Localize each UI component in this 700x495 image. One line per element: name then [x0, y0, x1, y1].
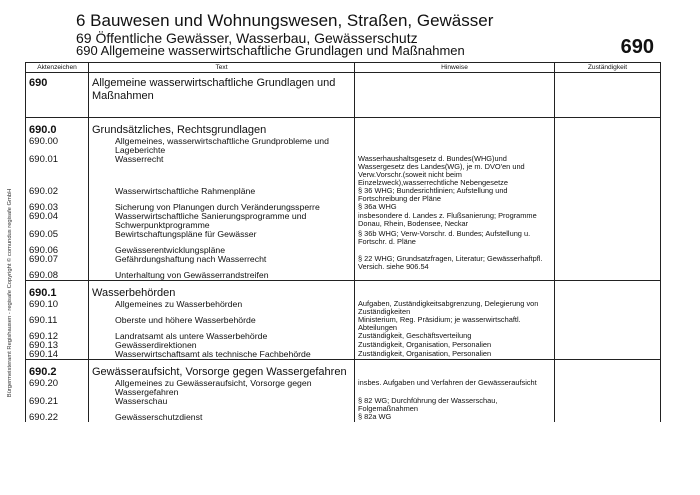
row-text: Wasserwirtschaftsamt als technische Fachbehörde — [89, 350, 355, 360]
row-note: Aufgaben, Zuständigkeitsabgrenzung, Delegierung von Zuständigkeiten — [355, 300, 555, 316]
row-code: 690.2 — [26, 360, 89, 380]
table-row — [26, 379, 661, 397]
row-code: 690.05 — [26, 230, 89, 246]
row-note: insbesondere d. Landes z. Flußsanierung; Programme Donau, Rhein, Bodensee, Neckar — [355, 212, 555, 230]
row-note: § 82a WG — [355, 413, 555, 422]
subsection-heading: 690 Allgemeine wasserwirtschaftliche Grundlagen und Maßnahmen — [76, 43, 465, 58]
table-row — [26, 118, 661, 138]
row-text: Allgemeines zu Wasserbehörden — [89, 300, 355, 316]
row-responsibility — [555, 300, 661, 316]
row-code: 690 — [26, 73, 89, 118]
table-row — [26, 413, 661, 422]
section-heading: 69 Öffentliche Gewässer, Wasserbau, Gewässerschutz — [76, 30, 418, 46]
row-code: 690.11 — [26, 316, 89, 332]
row-text: Gewässerdirektionen — [89, 341, 355, 350]
row-code: 690.08 — [26, 271, 89, 281]
row-responsibility — [555, 316, 661, 332]
row-responsibility — [555, 360, 661, 380]
table-row — [26, 212, 661, 230]
row-note: § 36a WHG — [355, 203, 555, 212]
table-row — [26, 281, 661, 301]
row-responsibility — [555, 281, 661, 301]
row-note: Zuständigkeit, Organisation, Personalien — [355, 341, 555, 350]
row-code: 690.03 — [26, 203, 89, 212]
row-responsibility — [555, 187, 661, 203]
row-text: Allgemeine wasserwirtschaftliche Grundlagen und Maßnahmen — [89, 73, 355, 118]
row-note — [355, 137, 555, 155]
row-responsibility — [555, 379, 661, 397]
row-responsibility — [555, 212, 661, 230]
row-note: Ministerium, Reg. Präsidium; je wasserwirtschaftl. Abteilungen — [355, 316, 555, 332]
row-responsibility — [555, 271, 661, 281]
row-text: Allgemeines, wasserwirtschaftliche Grundprobleme und Lageberichte — [89, 137, 355, 155]
row-code: 690.04 — [26, 212, 89, 230]
row-text: Unterhaltung von Gewässerrandstreifen — [89, 271, 355, 281]
row-code: 690.00 — [26, 137, 89, 155]
row-note — [355, 360, 555, 380]
table-row — [26, 360, 661, 380]
row-text: Allgemeines zu Gewässeraufsicht, Vorsorge gegen Wassergefahren — [89, 379, 355, 397]
row-code: 690.01 — [26, 155, 89, 187]
page-number: 690 — [620, 36, 654, 58]
row-responsibility — [555, 350, 661, 360]
table-row — [26, 73, 661, 118]
row-code: 690.06 — [26, 246, 89, 255]
row-responsibility — [555, 203, 661, 212]
row-note — [355, 281, 555, 301]
chapter-heading: 6 Bauwesen und Wohnungswesen, Straßen, Gewässer — [76, 11, 494, 30]
table-row — [26, 316, 661, 332]
row-responsibility — [555, 137, 661, 155]
row-responsibility — [555, 230, 661, 246]
column-header-text: Text — [89, 63, 355, 73]
row-code: 690.12 — [26, 332, 89, 341]
row-responsibility — [555, 341, 661, 350]
row-text: Gewässerentwicklungspläne — [89, 246, 355, 255]
row-note: Zuständigkeit, Organisation, Personalien — [355, 350, 555, 360]
table-row — [26, 397, 661, 413]
row-note: Zuständigkeit, Geschäftsverteilung — [355, 332, 555, 341]
row-text: Oberste und höhere Wasserbehörde — [89, 316, 355, 332]
row-code: 690.10 — [26, 300, 89, 316]
column-header-zustaendigkeit: Zuständigkeit — [555, 63, 661, 73]
table-row — [26, 230, 661, 246]
row-note: § 22 WHG; Grundsatzfragen, Literatur; Gewässerhaftpfl. Versich. siehe 906.54 — [355, 255, 555, 271]
row-text: Sicherung von Planungen durch Veränderungssperre — [89, 203, 355, 212]
table-body — [26, 73, 661, 423]
table-row — [26, 255, 661, 271]
table-row — [26, 350, 661, 360]
row-text: Grundsätzliches, Rechtsgrundlagen — [89, 118, 355, 138]
row-responsibility — [555, 255, 661, 271]
row-responsibility — [555, 413, 661, 422]
row-code: 690.0 — [26, 118, 89, 138]
row-code: 690.20 — [26, 379, 89, 397]
row-text: Wasserwirtschaftliche Rahmenpläne — [89, 187, 355, 203]
table-row — [26, 187, 661, 203]
row-code: 690.1 — [26, 281, 89, 301]
row-text: Wasserbehörden — [89, 281, 355, 301]
row-responsibility — [555, 118, 661, 138]
row-text: Gewässerschutzdienst — [89, 413, 355, 422]
row-text: Bewirtschaftungspläne für Gewässer — [89, 230, 355, 246]
row-text: Wasserwirtschaftliche Sanierungsprogramme und Schwerpunktprogramme — [89, 212, 355, 230]
row-code: 690.13 — [26, 341, 89, 350]
table-row — [26, 271, 661, 281]
table-row — [26, 137, 661, 155]
row-text: Wasserschau — [89, 397, 355, 413]
row-code: 690.22 — [26, 413, 89, 422]
row-responsibility — [555, 332, 661, 341]
column-header-hinweise: Hinweise — [355, 63, 555, 73]
row-text: Gefährdungshaftung nach Wasserrecht — [89, 255, 355, 271]
table-row — [26, 155, 661, 187]
row-note: § 36 WHG; Bundesrichtlinien; Aufstellung und Fortschreibung der Pläne — [355, 187, 555, 203]
table-row — [26, 300, 661, 316]
row-note: § 36b WHG; Verw-Vorschr. d. Bundes; Aufstellung u. Fortschr. d. Pläne — [355, 230, 555, 246]
file-plan-table — [25, 62, 661, 422]
row-responsibility — [555, 73, 661, 118]
row-note — [355, 73, 555, 118]
column-header-aktenzeichen: Aktenzeichen — [26, 63, 89, 73]
row-responsibility — [555, 397, 661, 413]
row-text: Gewässeraufsicht, Vorsorge gegen Wassergefahren — [89, 360, 355, 380]
row-note: § 82 WG; Durchführung der Wasserschau, Folgemaßnahmen — [355, 397, 555, 413]
row-text: Wasserrecht — [89, 155, 355, 187]
row-code: 690.02 — [26, 187, 89, 203]
copyright-side-note: Bürgermeisteramt Regishausen - regisafe Copyright © comundus regisafe GmbH — [7, 188, 13, 398]
row-code: 690.14 — [26, 350, 89, 360]
row-code: 690.07 — [26, 255, 89, 271]
row-responsibility — [555, 246, 661, 255]
row-note — [355, 118, 555, 138]
row-code: 690.21 — [26, 397, 89, 413]
row-text: Landratsamt als untere Wasserbehörde — [89, 332, 355, 341]
row-note — [355, 271, 555, 281]
row-responsibility — [555, 155, 661, 187]
row-note: Wasserhaushaltsgesetz d. Bundes(WHG)und Wassergesetz des Landes(WG), je m. DVO'en und Verw.Vorschr.(soweit nicht beim Einzelzweck),wasserrechtliche Nebengesetze — [355, 155, 555, 187]
row-note: insbes. Aufgaben und Verfahren der Gewässeraufsicht — [355, 379, 555, 397]
